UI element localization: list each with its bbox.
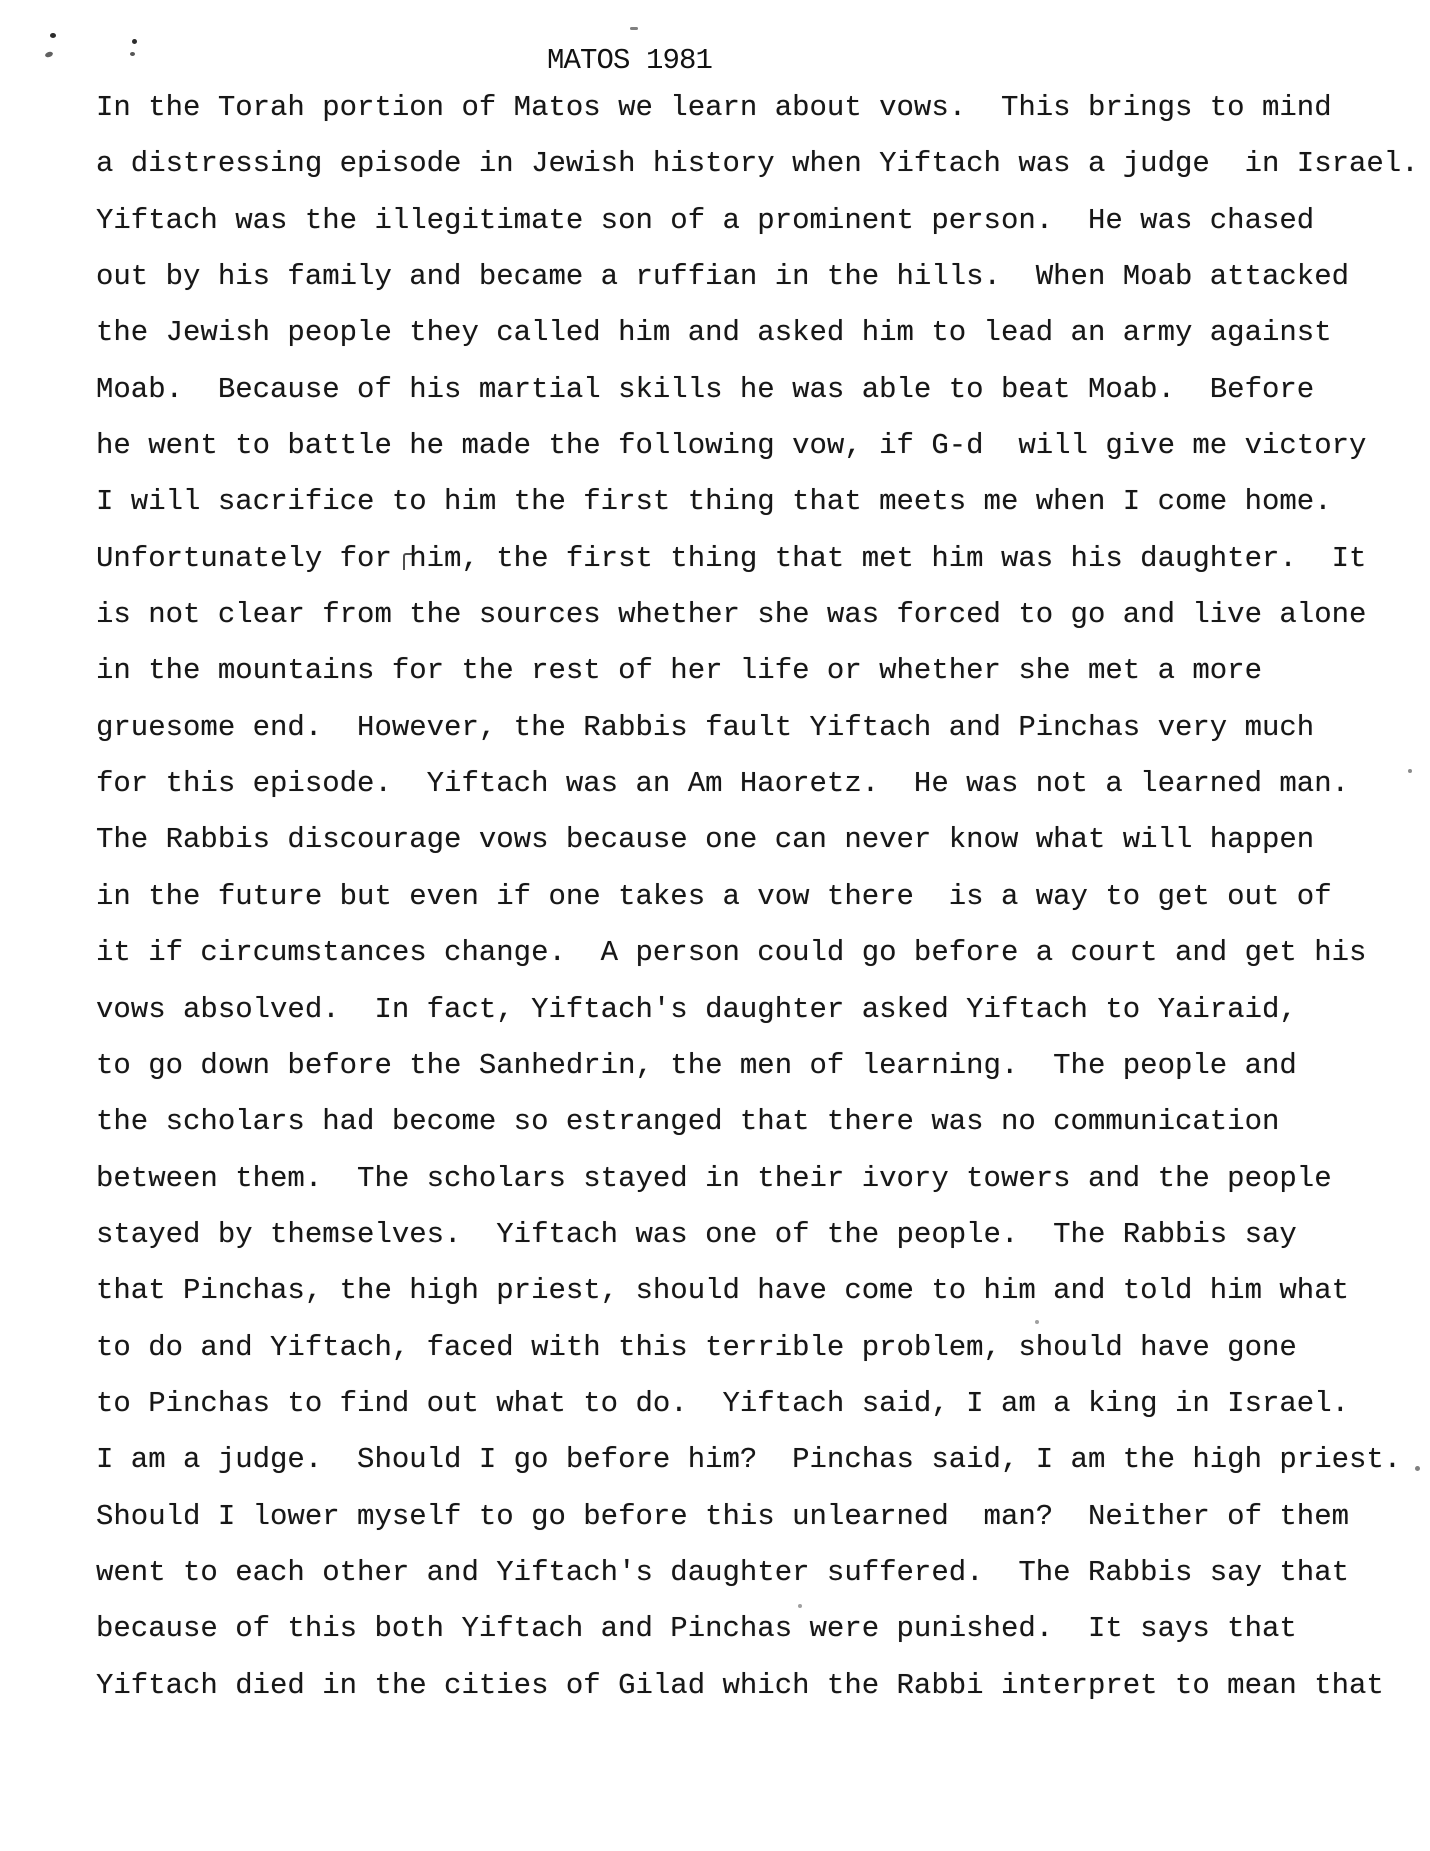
text-line: Should I lower myself to go before this unlearned man? Neither of them <box>96 1499 1350 1533</box>
text-line: went to each other and Yiftach's daughter suffered. The Rabbis say that <box>96 1555 1350 1589</box>
text-line: for this episode. Yiftach was an Am Haoretz. He was not a learned man. <box>96 767 1350 801</box>
text-line: Yiftach was the illegitimate son of a prominent person. He was chased <box>96 203 1315 237</box>
text-line: Unfortunately for him, the first thing that met him was his daughter. It <box>96 541 1367 575</box>
text-line: Yiftach died in the cities of Gilad which the Rabbi interpret to mean that <box>96 1668 1384 1702</box>
text-line: a distressing episode in Jewish history when Yiftach was a judge in Israel. <box>96 147 1419 181</box>
scan-speck <box>630 27 638 30</box>
text-line: the scholars had become so estranged that there was no communication <box>96 1105 1280 1139</box>
document-body <box>96 80 1430 1714</box>
text-line: in the mountains for the rest of her life or whether she met a more <box>96 654 1262 688</box>
text-line: that Pinchas, the high priest, should have come to him and told him what <box>96 1274 1350 1308</box>
text-line: I will sacrifice to him the first thing that meets me when I come home. <box>96 485 1332 519</box>
text-line: between them. The scholars stayed in their ivory towers and the people <box>96 1161 1332 1195</box>
text-line: stayed by themselves. Yiftach was one of the people. The Rabbis say <box>96 1217 1297 1251</box>
text-line: The Rabbis discourage vows because one can never know what will happen <box>96 823 1315 857</box>
text-line: vows absolved. In fact, Yiftach's daughter asked Yiftach to Yairaid, <box>96 992 1297 1026</box>
text-line: because of this both Yiftach and Pinchas were punished. It says that <box>96 1612 1297 1646</box>
text-line: I am a judge. Should I go before him? Pinchas said, I am the high priest. <box>96 1443 1402 1477</box>
text-line: is not clear from the sources whether she was forced to go and live alone <box>96 598 1367 632</box>
scan-speck <box>132 39 137 44</box>
text-line: it if circumstances change. A person could go before a court and get his <box>96 936 1367 970</box>
text-line: to Pinchas to find out what to do. Yiftach said, I am a king in Israel. <box>96 1386 1350 1420</box>
text-line: Moab. Because of his martial skills he was able to beat Moab. Before <box>96 372 1315 406</box>
page-title: MATOS 1981 <box>547 44 713 77</box>
text-line: to go down before the Sanhedrin, the men of learning. The people and <box>96 1048 1297 1082</box>
scan-speck <box>130 52 135 56</box>
text-line: he went to battle he made the following vow, if G-d will give me victory <box>96 429 1367 463</box>
text-line: In the Torah portion of Matos we learn about vows. This brings to mind <box>96 91 1332 124</box>
text-line: to do and Yiftach, faced with this terrible problem, should have gone <box>96 1330 1297 1364</box>
text-line: the Jewish people they called him and asked him to lead an army against <box>96 316 1332 350</box>
scan-speck <box>44 51 53 58</box>
text-line: gruesome end. However, the Rabbis fault Yiftach and Pinchas very much <box>96 710 1315 744</box>
scan-speck <box>50 33 56 38</box>
text-line: out by his family and became a ruffian in the hills. When Moab attacked <box>96 260 1350 294</box>
text-line: in the future but even if one takes a vow there is a way to get out of <box>96 879 1332 913</box>
